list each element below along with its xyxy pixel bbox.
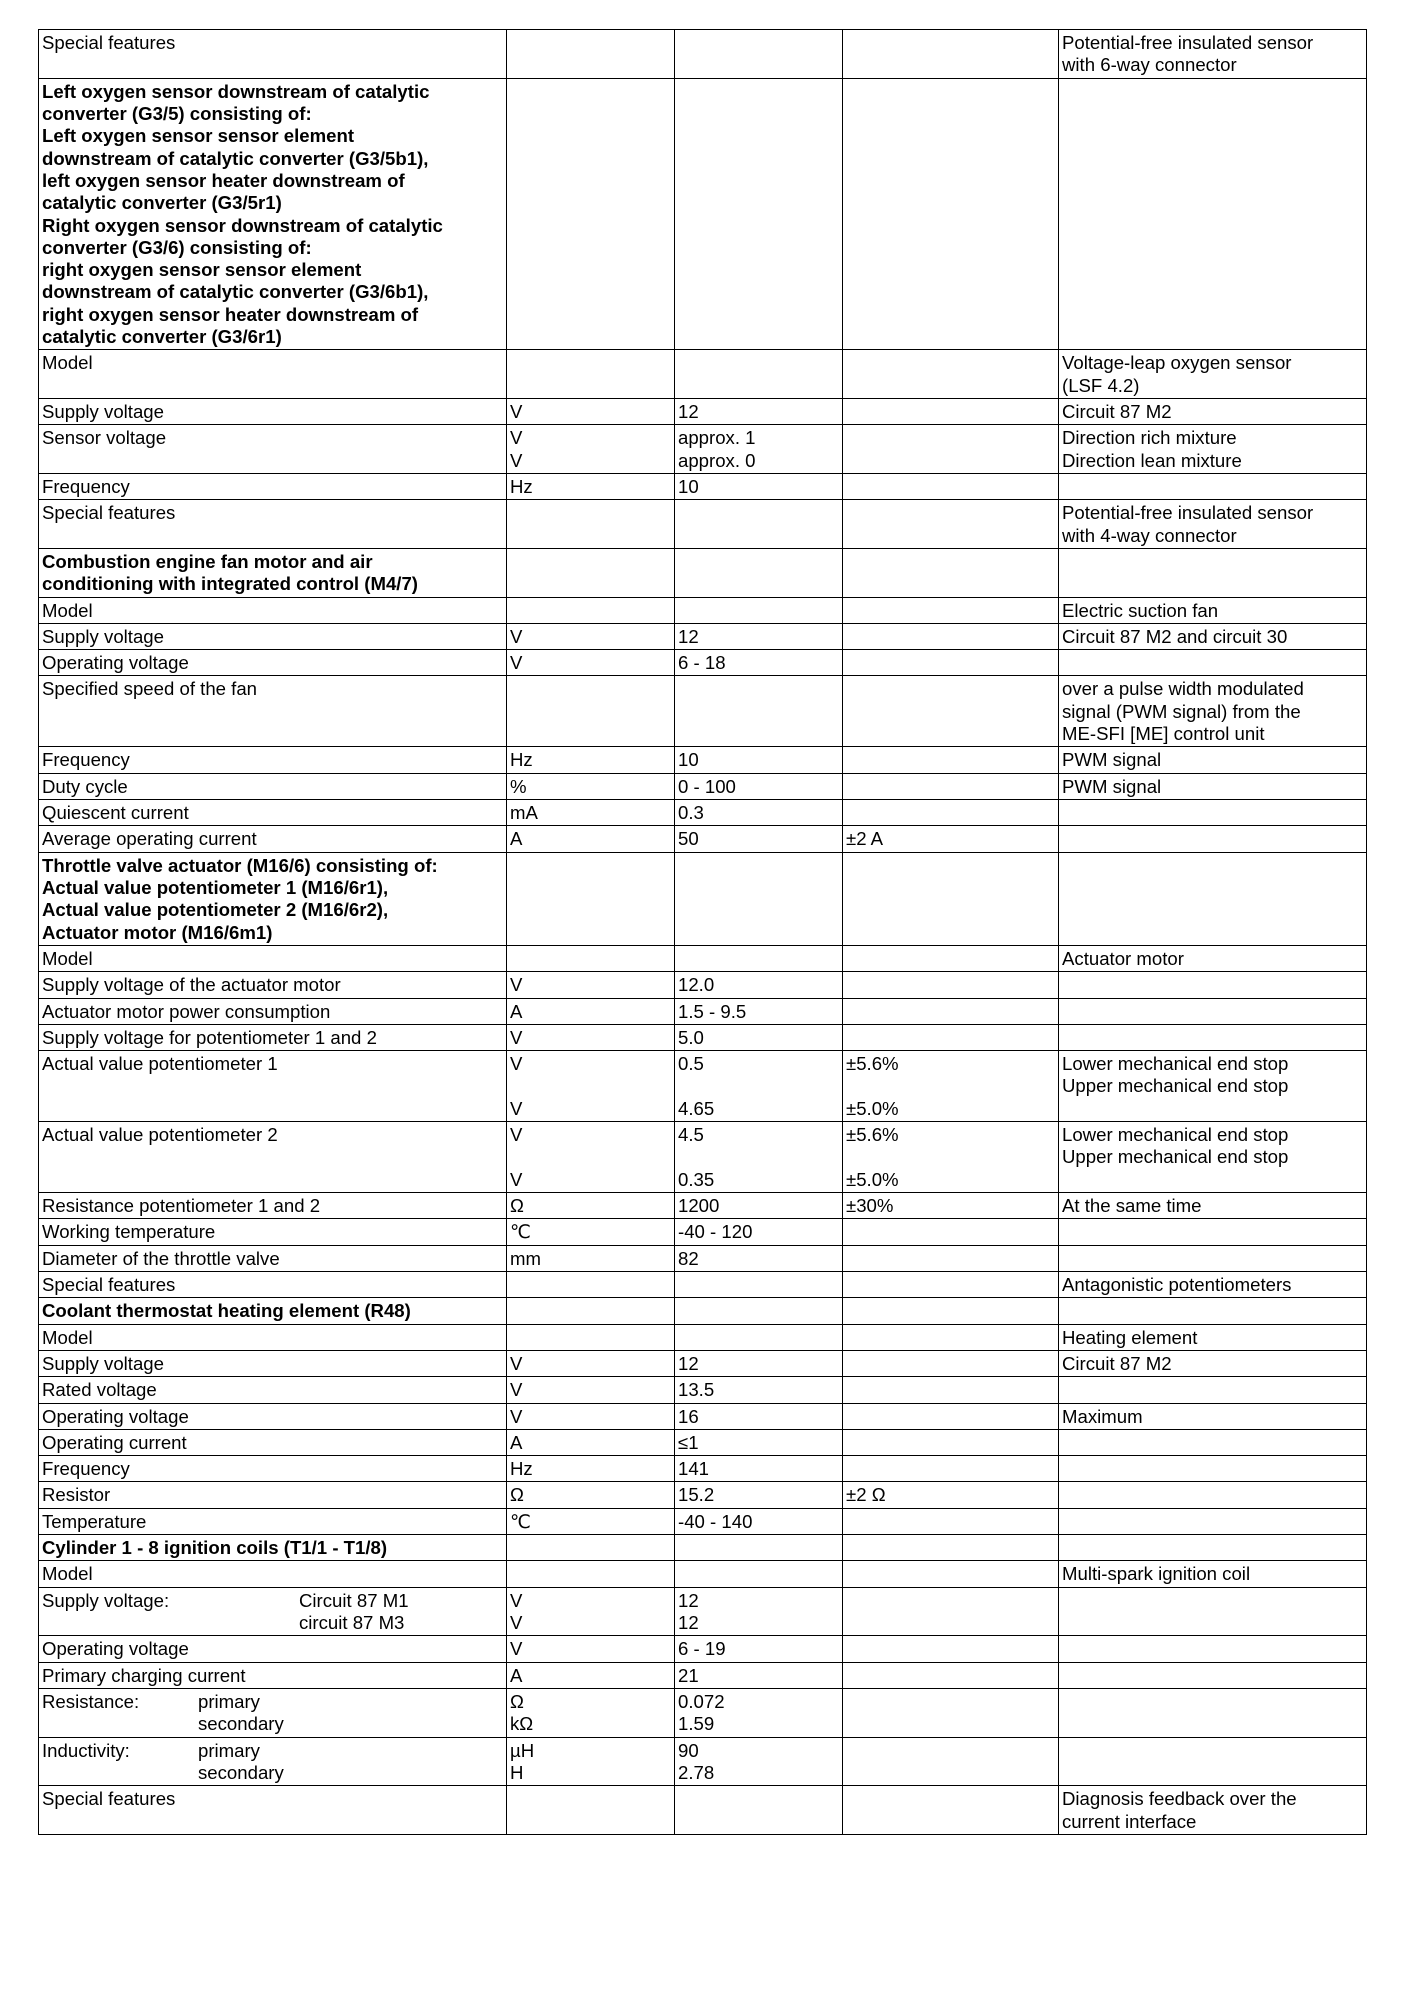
spec-row: [39, 1219, 1367, 1245]
tolerance-cell: [843, 597, 1059, 623]
spec-row: [39, 1662, 1367, 1688]
empty-cell: [1059, 548, 1367, 597]
tolerance-cell: [843, 1587, 1059, 1636]
tolerance-cell: [843, 1219, 1059, 1245]
note-cell: Heating element: [1059, 1324, 1367, 1350]
note-cell: Potential-free insulated sensor with 6-way connector: [1059, 30, 1367, 79]
parameter-cell: Frequency: [39, 473, 507, 499]
unit-cell: Ω: [507, 1482, 675, 1508]
tolerance-cell: [843, 945, 1059, 971]
tolerance-cell: ±30%: [843, 1193, 1059, 1219]
note-cell: [1059, 1219, 1367, 1245]
tolerance-cell: [843, 1324, 1059, 1350]
spec-row: [39, 425, 1367, 474]
tolerance-cell: [843, 1561, 1059, 1587]
note-cell: [1059, 1456, 1367, 1482]
tolerance-cell: [843, 972, 1059, 998]
spec-row: [39, 1245, 1367, 1271]
unit-cell: A: [507, 1429, 675, 1455]
spec-row: [39, 1636, 1367, 1662]
section-header-row: [39, 1298, 1367, 1324]
empty-cell: [507, 78, 675, 350]
parameter-cell: Operating voltage: [39, 650, 507, 676]
note-cell: [1059, 826, 1367, 852]
tolerance-cell: ±5.6% ±5.0%: [843, 1051, 1059, 1122]
spec-row: [39, 350, 1367, 399]
spec-row: [39, 676, 1367, 747]
value-cell: ≤1: [675, 1429, 843, 1455]
tolerance-cell: [843, 425, 1059, 474]
note-cell: PWM signal: [1059, 747, 1367, 773]
value-cell: 0 - 100: [675, 773, 843, 799]
tolerance-cell: [843, 1662, 1059, 1688]
value-cell: 50: [675, 826, 843, 852]
empty-cell: [1059, 78, 1367, 350]
value-cell: [675, 676, 843, 747]
tolerance-cell: [843, 1456, 1059, 1482]
spec-row: [39, 1122, 1367, 1193]
parameter-cell: [39, 1688, 507, 1737]
note-cell: [1059, 1024, 1367, 1050]
unit-cell: ℃: [507, 1219, 675, 1245]
spec-row: [39, 1587, 1367, 1636]
note-cell: Circuit 87 M2 and circuit 30: [1059, 623, 1367, 649]
section-header-row: [39, 852, 1367, 945]
parameter-sub-labels: Circuit 87 M1 circuit 87 M3: [299, 1589, 409, 1633]
section-title: Cylinder 1 - 8 ignition coils (T1/1 - T1/8): [39, 1535, 507, 1561]
spec-row: [39, 473, 1367, 499]
note-cell: Lower mechanical end stop Upper mechanical end stop: [1059, 1122, 1367, 1193]
unit-cell: V: [507, 1024, 675, 1050]
spec-row: [39, 1561, 1367, 1587]
spec-row: [39, 597, 1367, 623]
spec-row: [39, 800, 1367, 826]
tolerance-cell: [843, 773, 1059, 799]
unit-cell: [507, 676, 675, 747]
unit-cell: [507, 945, 675, 971]
tolerance-cell: [843, 1786, 1059, 1835]
unit-cell: V: [507, 650, 675, 676]
tolerance-cell: [843, 399, 1059, 425]
spec-row: [39, 1482, 1367, 1508]
note-cell: [1059, 1245, 1367, 1271]
parameter-label: Supply voltage:: [42, 1589, 170, 1611]
value-cell: 12.0: [675, 972, 843, 998]
spec-row: [39, 945, 1367, 971]
tolerance-cell: [843, 1636, 1059, 1662]
tolerance-cell: [843, 1024, 1059, 1050]
tolerance-cell: [843, 500, 1059, 549]
unit-cell: V V: [507, 1587, 675, 1636]
spec-row: [39, 399, 1367, 425]
note-cell: [1059, 473, 1367, 499]
note-cell: [1059, 1737, 1367, 1786]
unit-cell: A: [507, 1662, 675, 1688]
value-cell: [675, 500, 843, 549]
value-cell: 21: [675, 1662, 843, 1688]
unit-cell: V: [507, 972, 675, 998]
unit-cell: V V: [507, 425, 675, 474]
note-cell: [1059, 1482, 1367, 1508]
note-cell: [1059, 650, 1367, 676]
value-cell: 82: [675, 1245, 843, 1271]
tolerance-cell: [843, 350, 1059, 399]
note-cell: Circuit 87 M2: [1059, 1350, 1367, 1376]
unit-cell: [507, 597, 675, 623]
note-cell: [1059, 1587, 1367, 1636]
value-cell: [675, 1561, 843, 1587]
unit-cell: mA: [507, 800, 675, 826]
parameter-cell: Actuator motor power consumption: [39, 998, 507, 1024]
spec-row: [39, 1350, 1367, 1376]
value-cell: 12: [675, 1350, 843, 1376]
parameter-cell: Special features: [39, 1786, 507, 1835]
empty-cell: [675, 852, 843, 945]
parameter-cell: Actual value potentiometer 2: [39, 1122, 507, 1193]
empty-cell: [843, 1535, 1059, 1561]
unit-cell: A: [507, 998, 675, 1024]
spec-row: [39, 1377, 1367, 1403]
tolerance-cell: [843, 1377, 1059, 1403]
parameter-cell: Resistance potentiometer 1 and 2: [39, 1193, 507, 1219]
unit-cell: V: [507, 1403, 675, 1429]
unit-cell: A: [507, 826, 675, 852]
empty-cell: [675, 1535, 843, 1561]
unit-cell: %: [507, 773, 675, 799]
parameter-cell: Frequency: [39, 1456, 507, 1482]
empty-cell: [1059, 852, 1367, 945]
parameter-cell: Working temperature: [39, 1219, 507, 1245]
tolerance-cell: [843, 1245, 1059, 1271]
note-cell: Maximum: [1059, 1403, 1367, 1429]
parameter-cell: Sensor voltage: [39, 425, 507, 474]
section-title: Combustion engine fan motor and air conditioning with integrated control (M4/7): [39, 548, 507, 597]
unit-cell: V: [507, 1636, 675, 1662]
unit-cell: V V: [507, 1122, 675, 1193]
value-cell: [675, 1271, 843, 1297]
value-cell: 12: [675, 623, 843, 649]
parameter-sub-labels: primary secondary: [198, 1690, 284, 1735]
note-cell: Potential-free insulated sensor with 4-way connector: [1059, 500, 1367, 549]
parameter-cell: Supply voltage: [39, 1350, 507, 1376]
tolerance-cell: [843, 747, 1059, 773]
note-cell: Circuit 87 M2: [1059, 399, 1367, 425]
parameter-cell: Model: [39, 1324, 507, 1350]
unit-cell: V: [507, 1377, 675, 1403]
note-cell: Electric suction fan: [1059, 597, 1367, 623]
parameter-cell: Primary charging current: [39, 1662, 507, 1688]
value-cell: 15.2: [675, 1482, 843, 1508]
tolerance-cell: [843, 1403, 1059, 1429]
unit-cell: [507, 350, 675, 399]
unit-cell: V V: [507, 1051, 675, 1122]
value-cell: 12: [675, 399, 843, 425]
parameter-cell: Supply voltage: [39, 399, 507, 425]
note-cell: PWM signal: [1059, 773, 1367, 799]
parameter-cell: Quiescent current: [39, 800, 507, 826]
tolerance-cell: [843, 1350, 1059, 1376]
value-cell: 13.5: [675, 1377, 843, 1403]
spec-row: [39, 1271, 1367, 1297]
tolerance-cell: [843, 1737, 1059, 1786]
spec-row: [39, 1429, 1367, 1455]
unit-cell: Hz: [507, 747, 675, 773]
value-cell: approx. 1 approx. 0: [675, 425, 843, 474]
unit-cell: Ω: [507, 1193, 675, 1219]
spec-row: [39, 1024, 1367, 1050]
note-cell: Antagonistic potentiometers: [1059, 1271, 1367, 1297]
spec-row: [39, 1737, 1367, 1786]
tolerance-cell: [843, 623, 1059, 649]
parameter-cell: Operating voltage: [39, 1636, 507, 1662]
parameter-cell: Rated voltage: [39, 1377, 507, 1403]
value-cell: -40 - 140: [675, 1508, 843, 1534]
unit-cell: ℃: [507, 1508, 675, 1534]
note-cell: [1059, 1377, 1367, 1403]
value-cell: 16: [675, 1403, 843, 1429]
value-cell: -40 - 120: [675, 1219, 843, 1245]
unit-cell: [507, 500, 675, 549]
value-cell: [675, 1786, 843, 1835]
parameter-cell: Diameter of the throttle valve: [39, 1245, 507, 1271]
parameter-label: Inductivity:: [42, 1739, 130, 1761]
unit-cell: mm: [507, 1245, 675, 1271]
unit-cell: V: [507, 623, 675, 649]
unit-cell: V: [507, 399, 675, 425]
value-cell: 0.5 4.65: [675, 1051, 843, 1122]
section-title: Throttle valve actuator (M16/6) consisting of: Actual value potentiometer 1 (M16/6r1), Actual value potentiometer 2 (M16/6r2), Actuator motor (M16/6m1): [39, 852, 507, 945]
value-cell: 10: [675, 473, 843, 499]
value-cell: 0.072 1.59: [675, 1688, 843, 1737]
unit-cell: V: [507, 1350, 675, 1376]
note-cell: At the same time: [1059, 1193, 1367, 1219]
spec-row: [39, 1688, 1367, 1737]
parameter-label: Resistance:: [42, 1690, 140, 1712]
spec-page: [38, 29, 1366, 1835]
section-header-row: [39, 78, 1367, 350]
spec-row: [39, 747, 1367, 773]
empty-cell: [843, 78, 1059, 350]
note-cell: [1059, 1508, 1367, 1534]
unit-cell: [507, 1324, 675, 1350]
note-cell: [1059, 800, 1367, 826]
value-cell: [675, 350, 843, 399]
value-cell: [675, 1324, 843, 1350]
spec-row: [39, 773, 1367, 799]
empty-cell: [1059, 1535, 1367, 1561]
parameter-cell: Supply voltage: [39, 623, 507, 649]
note-cell: [1059, 1429, 1367, 1455]
note-cell: [1059, 1636, 1367, 1662]
value-cell: [675, 597, 843, 623]
note-cell: [1059, 998, 1367, 1024]
value-cell: 1.5 - 9.5: [675, 998, 843, 1024]
parameter-cell: Actual value potentiometer 1: [39, 1051, 507, 1122]
parameter-cell: Model: [39, 597, 507, 623]
parameter-cell: [39, 1587, 507, 1636]
value-cell: 10: [675, 747, 843, 773]
tolerance-cell: [843, 1688, 1059, 1737]
note-cell: [1059, 972, 1367, 998]
section-title: Coolant thermostat heating element (R48): [39, 1298, 507, 1324]
parameter-cell: Model: [39, 350, 507, 399]
parameter-cell: Average operating current: [39, 826, 507, 852]
parameter-cell: Special features: [39, 500, 507, 549]
value-cell: 90 2.78: [675, 1737, 843, 1786]
spec-row: [39, 650, 1367, 676]
note-cell: [1059, 1662, 1367, 1688]
specifications-table: [38, 29, 1367, 1835]
parameter-cell: Duty cycle: [39, 773, 507, 799]
value-cell: 0.3: [675, 800, 843, 826]
parameter-cell: [39, 1737, 507, 1786]
empty-cell: [1059, 1298, 1367, 1324]
spec-row: [39, 500, 1367, 549]
spec-row: [39, 1324, 1367, 1350]
section-header-row: [39, 1535, 1367, 1561]
empty-cell: [675, 548, 843, 597]
spec-row: [39, 1508, 1367, 1534]
empty-cell: [507, 852, 675, 945]
tolerance-cell: ±2 A: [843, 826, 1059, 852]
spec-row: [39, 826, 1367, 852]
spec-row: [39, 30, 1367, 79]
value-cell: 6 - 18: [675, 650, 843, 676]
parameter-cell: Supply voltage of the actuator motor: [39, 972, 507, 998]
empty-cell: [843, 852, 1059, 945]
parameter-cell: Specified speed of the fan: [39, 676, 507, 747]
spec-row: [39, 998, 1367, 1024]
parameter-cell: Model: [39, 945, 507, 971]
note-cell: Direction rich mixture Direction lean mixture: [1059, 425, 1367, 474]
value-cell: [675, 30, 843, 79]
tolerance-cell: ±5.6% ±5.0%: [843, 1122, 1059, 1193]
tolerance-cell: [843, 676, 1059, 747]
tolerance-cell: [843, 1271, 1059, 1297]
spec-row: [39, 1456, 1367, 1482]
tolerance-cell: [843, 998, 1059, 1024]
unit-cell: [507, 1786, 675, 1835]
empty-cell: [843, 1298, 1059, 1324]
tolerance-cell: [843, 800, 1059, 826]
empty-cell: [675, 1298, 843, 1324]
specifications-table-body: [39, 30, 1367, 1835]
parameter-sub-labels: primary secondary: [198, 1739, 284, 1783]
spec-row: [39, 1403, 1367, 1429]
note-cell: Voltage-leap oxygen sensor (LSF 4.2): [1059, 350, 1367, 399]
parameter-cell: Supply voltage for potentiometer 1 and 2: [39, 1024, 507, 1050]
empty-cell: [843, 548, 1059, 597]
parameter-cell: Resistor: [39, 1482, 507, 1508]
parameter-cell: Model: [39, 1561, 507, 1587]
parameter-cell: Frequency: [39, 747, 507, 773]
note-cell: Multi-spark ignition coil: [1059, 1561, 1367, 1587]
parameter-cell: Special features: [39, 30, 507, 79]
unit-cell: µH H: [507, 1737, 675, 1786]
value-cell: [675, 945, 843, 971]
value-cell: 6 - 19: [675, 1636, 843, 1662]
spec-row: [39, 623, 1367, 649]
tolerance-cell: [843, 1508, 1059, 1534]
tolerance-cell: [843, 650, 1059, 676]
unit-cell: Hz: [507, 473, 675, 499]
parameter-cell: Operating current: [39, 1429, 507, 1455]
spec-row: [39, 1786, 1367, 1835]
empty-cell: [507, 1535, 675, 1561]
value-cell: 1200: [675, 1193, 843, 1219]
note-cell: Lower mechanical end stop Upper mechanical end stop: [1059, 1051, 1367, 1122]
note-cell: Diagnosis feedback over the current interface: [1059, 1786, 1367, 1835]
tolerance-cell: [843, 30, 1059, 79]
unit-cell: [507, 1561, 675, 1587]
note-cell: Actuator motor: [1059, 945, 1367, 971]
tolerance-cell: ±2 Ω: [843, 1482, 1059, 1508]
parameter-cell: Special features: [39, 1271, 507, 1297]
value-cell: 12 12: [675, 1587, 843, 1636]
section-title: Left oxygen sensor downstream of catalytic converter (G3/5) consisting of: Left oxygen sensor sensor element downstream of catalytic converter (G3/5b1), left oxygen sensor heater downstream of catalytic converter (G3/5r1) Right oxygen sensor downstream of catalytic converter (G3/6) consisting of: right oxygen sensor sensor element downstream of catalytic converter (G3/6b1), right oxygen sensor heater downstream of catalytic converter (G3/6r1): [39, 78, 507, 350]
unit-cell: Ω kΩ: [507, 1688, 675, 1737]
value-cell: 5.0: [675, 1024, 843, 1050]
empty-cell: [675, 78, 843, 350]
tolerance-cell: [843, 1429, 1059, 1455]
spec-row: [39, 1193, 1367, 1219]
note-cell: [1059, 1688, 1367, 1737]
note-cell: over a pulse width modulated signal (PWM signal) from the ME-SFI [ME] control unit: [1059, 676, 1367, 747]
parameter-cell: Operating voltage: [39, 1403, 507, 1429]
value-cell: 141: [675, 1456, 843, 1482]
parameter-cell: Temperature: [39, 1508, 507, 1534]
unit-cell: [507, 1271, 675, 1297]
section-header-row: [39, 548, 1367, 597]
unit-cell: [507, 30, 675, 79]
value-cell: 4.5 0.35: [675, 1122, 843, 1193]
unit-cell: Hz: [507, 1456, 675, 1482]
empty-cell: [507, 548, 675, 597]
empty-cell: [507, 1298, 675, 1324]
tolerance-cell: [843, 473, 1059, 499]
spec-row: [39, 972, 1367, 998]
spec-row: [39, 1051, 1367, 1122]
